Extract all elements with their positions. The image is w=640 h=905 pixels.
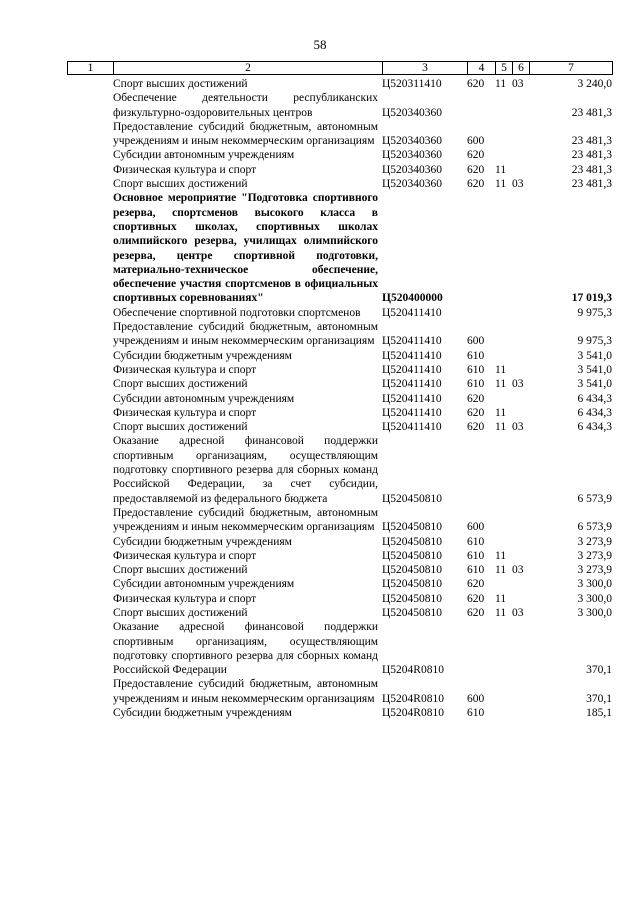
row-vr: 610: [467, 349, 485, 362]
row-code: Ц520411410: [382, 406, 442, 419]
row-index-cell: [67, 549, 113, 563]
row-code: Ц520411410: [382, 349, 442, 362]
row-vr: 620: [467, 578, 485, 591]
row-index-cell: [67, 535, 113, 549]
row-code: Ц520450810: [382, 606, 443, 619]
row-index-cell: [67, 349, 113, 363]
row-vr: 610: [467, 564, 485, 577]
row-sum: 23 481,3: [571, 163, 612, 176]
row-index-cell: [67, 406, 113, 420]
row-pr: [512, 191, 529, 305]
row-index-cell: [67, 434, 113, 505]
table-row: [67, 592, 612, 606]
table-row: [67, 606, 612, 620]
row-vr: 620: [467, 149, 485, 162]
row-name: Обеспечение деятельности республиканских физкультурно-оздоровительных центров: [113, 92, 378, 119]
row-pr: [512, 91, 529, 120]
table-row: [67, 77, 612, 91]
row-code: Ц520450810: [382, 521, 443, 534]
table-row: [67, 177, 612, 191]
row-sum: 3 300,0: [577, 578, 612, 591]
row-name: Оказание адресной финансовой поддержки спортивным организациям, осуществляющим подготовку спортивного резерва для сборных команд Российской Федерации, за счет субсидии, предоставляемой из федерального бюджета: [113, 435, 378, 505]
table-row: [67, 563, 612, 577]
row-code: Ц520450810: [382, 564, 443, 577]
row-sum: 9 975,3: [577, 306, 612, 319]
row-rz: [495, 392, 512, 406]
row-rz: [495, 434, 512, 505]
row-index-cell: [67, 163, 113, 177]
row-code: Ц520340360: [382, 106, 443, 119]
row-pr: [512, 706, 529, 720]
row-index-cell: [67, 91, 113, 120]
row-rz: [495, 535, 512, 549]
row-sum: 3 273,9: [577, 564, 612, 577]
row-rz: 11: [495, 378, 507, 391]
table-row: [67, 706, 612, 720]
row-index-cell: [67, 706, 113, 720]
row-index-cell: [67, 306, 113, 320]
row-vr: 620: [467, 163, 485, 176]
row-rz: 11: [495, 78, 507, 90]
table-row: [67, 420, 612, 434]
row-pr: [512, 677, 529, 706]
row-rz: 11: [495, 163, 507, 176]
row-index-cell: [67, 677, 113, 706]
row-name: Физическая культура и спорт: [113, 549, 257, 562]
row-name: Предоставление субсидий бюджетным, автономным учреждениям и иным некоммерческим организациям: [113, 506, 378, 534]
row-code: Ц520411410: [382, 335, 442, 348]
row-index-cell: [67, 506, 113, 535]
row-name: Основное мероприятие "Подготовка спортивного резерва, спортсменов высокого класса в спортивных школах, спортивных школах олимпийского резерва, училищах олимпийского резерва, центре спортивной подготовки, материально-техническое обеспечение, обеспечение участия спортсменов в официальных спортивных соревнованиях": [113, 192, 378, 305]
row-pr: 03: [512, 178, 524, 191]
row-name: Спорт высших достижений: [113, 606, 248, 619]
row-pr: 03: [512, 564, 524, 577]
row-rz: [495, 706, 512, 720]
row-name: Субсидии бюджетным учреждениям: [113, 707, 292, 720]
row-sum: 3 300,0: [577, 606, 612, 619]
row-rz: [495, 320, 512, 349]
row-name: Предоставление субсидий бюджетным, автономным учреждениям и иным некоммерческим организациям: [113, 678, 378, 705]
row-pr: [512, 535, 529, 549]
row-index-cell: [67, 120, 113, 149]
row-code: Ц520340360: [382, 135, 443, 148]
row-rz: [495, 306, 512, 320]
row-code: Ц520450810: [382, 535, 443, 548]
table-row: [67, 377, 612, 391]
row-rz: 11: [495, 549, 507, 562]
row-sum: 23 481,3: [571, 178, 612, 191]
row-sum: 3 273,9: [577, 549, 612, 562]
row-sum: 23 481,3: [571, 106, 612, 119]
row-sum: 17 019,3: [571, 292, 612, 305]
row-vr: 620: [467, 421, 485, 434]
table-row: [67, 406, 612, 420]
row-sum: 23 481,3: [571, 135, 612, 148]
row-vr: 620: [467, 78, 485, 90]
row-sum: 3 541,0: [577, 363, 612, 376]
row-vr: 620: [467, 406, 485, 419]
row-vr: 610: [467, 549, 485, 562]
header-col-4: 4: [468, 62, 496, 75]
table-row: [67, 163, 612, 177]
row-pr: [512, 320, 529, 349]
row-pr: 03: [512, 78, 524, 90]
row-vr: 600: [467, 692, 485, 705]
row-vr: 620: [467, 392, 485, 405]
table-row: [67, 620, 612, 677]
row-vr: 620: [467, 592, 485, 605]
row-pr: 03: [512, 606, 524, 619]
table-row: [67, 549, 612, 563]
row-index-cell: [67, 620, 113, 677]
row-name: Субсидии автономным учреждениям: [113, 149, 295, 162]
row-rz: [495, 677, 512, 706]
page-number: 58: [313, 37, 327, 52]
row-sum: 23 481,3: [571, 149, 612, 162]
table-header: [67, 61, 613, 75]
row-sum: 6 434,3: [577, 392, 612, 405]
row-vr: 610: [467, 707, 485, 720]
table-row: [67, 148, 612, 162]
row-rz: [495, 577, 512, 591]
row-pr: [512, 306, 529, 320]
row-rz: [495, 191, 512, 305]
row-name: Субсидии автономным учреждениям: [113, 578, 295, 591]
row-rz: 11: [495, 178, 507, 191]
row-index-cell: [67, 577, 113, 591]
row-code: Ц520411410: [382, 306, 442, 319]
row-rz: 11: [495, 564, 507, 577]
row-sum: 370,1: [586, 664, 612, 677]
row-vr: 620: [467, 178, 485, 191]
row-pr: [512, 120, 529, 149]
row-pr: 03: [512, 421, 524, 434]
row-index-cell: [67, 377, 113, 391]
row-code: Ц5204R0810: [382, 664, 444, 677]
row-rz: 11: [495, 421, 507, 434]
row-index-cell: [67, 392, 113, 406]
row-name: Предоставление субсидий бюджетным, автономным учреждениям и иным некоммерческим организациям: [113, 120, 378, 148]
row-index-cell: [67, 563, 113, 577]
row-pr: [512, 549, 529, 563]
header-col-5: 5: [496, 62, 513, 75]
row-pr: [512, 592, 529, 606]
row-index-cell: [67, 606, 113, 620]
row-sum: 9 975,3: [577, 335, 612, 348]
row-sum: 6 434,3: [577, 421, 612, 434]
row-code: Ц520311410: [382, 78, 442, 90]
table-row: [67, 320, 612, 349]
row-code: Ц520450810: [382, 592, 443, 605]
row-code: Ц520411410: [382, 392, 442, 405]
row-index-cell: [67, 77, 113, 91]
row-pr: [512, 434, 529, 505]
row-index-cell: [67, 177, 113, 191]
row-vr: [467, 434, 495, 505]
row-name: Предоставление субсидий бюджетным, автономным учреждениям и иным некоммерческим организациям: [113, 321, 378, 348]
row-name: Спорт высших достижений: [113, 78, 248, 90]
row-pr: [512, 506, 529, 535]
row-index-cell: [67, 420, 113, 434]
row-rz: [495, 148, 512, 162]
row-vr: [467, 620, 495, 677]
row-index-cell: [67, 191, 113, 305]
row-rz: 11: [495, 606, 507, 619]
row-code: Ц520411410: [382, 363, 442, 376]
row-name: Субсидии бюджетным учреждениям: [113, 349, 292, 362]
row-code: Ц520411410: [382, 378, 442, 391]
row-sum: 3 273,9: [577, 535, 612, 548]
budget-table-body: [67, 77, 612, 720]
row-vr: 610: [467, 378, 485, 391]
row-rz: [495, 120, 512, 149]
table-row: [67, 191, 612, 305]
table-row: [67, 434, 612, 505]
row-name: Физическая культура и спорт: [113, 363, 257, 376]
header-col-3: 3: [383, 62, 468, 75]
row-code: Ц520411410: [382, 421, 442, 434]
row-rz: [495, 620, 512, 677]
row-vr: 600: [467, 335, 485, 348]
table-row: [67, 306, 612, 320]
row-index-cell: [67, 148, 113, 162]
row-vr: 610: [467, 535, 485, 548]
table-row: [67, 363, 612, 377]
table-row: [67, 349, 612, 363]
row-code: Ц520450810: [382, 549, 443, 562]
row-vr: 600: [467, 521, 485, 534]
row-vr: [467, 91, 495, 120]
row-rz: 11: [495, 592, 507, 605]
row-pr: [512, 406, 529, 420]
header-col-6: 6: [513, 62, 530, 75]
table-row: [67, 120, 612, 149]
row-code: Ц520400000: [382, 292, 443, 305]
row-sum: 6 573,9: [577, 521, 612, 534]
row-name: Спорт высших достижений: [113, 178, 248, 191]
header-col-2: 2: [114, 62, 383, 75]
row-name: Спорт высших достижений: [113, 421, 248, 434]
row-rz: 11: [495, 363, 507, 376]
row-name: Обеспечение спортивной подготовки спортсменов: [113, 306, 361, 319]
row-rz: [495, 91, 512, 120]
row-name: Спорт высших достижений: [113, 378, 248, 391]
table-row: [67, 577, 612, 591]
row-pr: [512, 163, 529, 177]
row-pr: [512, 577, 529, 591]
table-row: [67, 91, 612, 120]
row-name: Физическая культура и спорт: [113, 406, 257, 419]
row-sum: 6 573,9: [577, 492, 612, 505]
row-code: Ц520340360: [382, 178, 443, 191]
row-pr: [512, 392, 529, 406]
row-sum: 3 541,0: [577, 349, 612, 362]
row-code: Ц520450810: [382, 578, 443, 591]
row-code: Ц520340360: [382, 163, 443, 176]
row-name: Субсидии автономным учреждениям: [113, 392, 295, 405]
row-vr: 600: [467, 135, 485, 148]
row-code: Ц520340360: [382, 149, 443, 162]
budget-table: [67, 77, 612, 720]
row-pr: 03: [512, 378, 524, 391]
row-code: Ц520450810: [382, 492, 443, 505]
table-row: [67, 392, 612, 406]
row-name: Субсидии бюджетным учреждениям: [113, 535, 292, 548]
row-pr: [512, 349, 529, 363]
row-sum: 3 240,0: [577, 78, 612, 90]
header-col-1: 1: [68, 62, 114, 75]
row-pr: [512, 363, 529, 377]
row-name: Спорт высших достижений: [113, 564, 248, 577]
row-vr: 620: [467, 606, 485, 619]
table-row: [67, 535, 612, 549]
row-vr: [467, 306, 495, 320]
header-col-7: 7: [530, 62, 613, 75]
row-vr: [467, 191, 495, 305]
row-rz: 11: [495, 406, 507, 419]
row-rz: [495, 506, 512, 535]
row-name: Физическая культура и спорт: [113, 163, 257, 176]
row-sum: 6 434,3: [577, 406, 612, 419]
row-sum: 3 300,0: [577, 592, 612, 605]
row-sum: 370,1: [586, 692, 612, 705]
row-pr: [512, 620, 529, 677]
row-index-cell: [67, 363, 113, 377]
table-row: [67, 506, 612, 535]
row-pr: [512, 148, 529, 162]
row-name: Физическая культура и спорт: [113, 592, 257, 605]
row-index-cell: [67, 592, 113, 606]
row-name: Оказание адресной финансовой поддержки спортивным организациям, осуществляющим подготовку спортивного резерва для сборных команд Российской Федерации: [113, 621, 378, 677]
row-index-cell: [67, 320, 113, 349]
row-rz: [495, 349, 512, 363]
row-vr: 610: [467, 363, 485, 376]
row-sum: 185,1: [586, 707, 612, 720]
row-code: Ц5204R0810: [382, 692, 444, 705]
row-sum: 3 541,0: [577, 378, 612, 391]
row-code: Ц5204R0810: [382, 707, 444, 720]
table-row: [67, 677, 612, 706]
